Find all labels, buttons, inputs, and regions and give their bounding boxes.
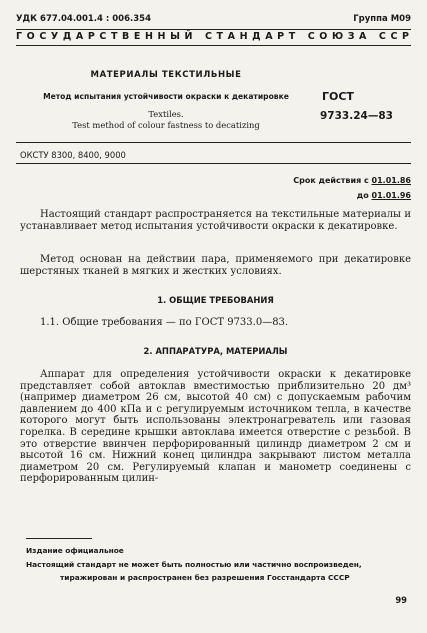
validity-from-date: 01.01.86 [371, 176, 411, 185]
header-rule-top [16, 29, 411, 30]
page-number: 99 [395, 595, 407, 605]
validity-to-date: 01.01.96 [371, 191, 411, 200]
okstu-codes: ОКСТУ 8300, 8400, 9000 [20, 150, 126, 160]
gost-label: ГОСТ [322, 90, 354, 103]
udk-code: УДК 677.04.001.4 : 006.354 [16, 14, 151, 24]
gost-number: 9733.24—83 [320, 110, 393, 122]
english-title-line2: Test method of colour fastness to decatizing [72, 120, 260, 130]
method-paragraph: Метод основан на действии пара, применяемого при декатировке шерстяных тканей в мягких и жестких условиях. [20, 254, 411, 277]
english-title-line1: Textiles. [148, 109, 184, 119]
document-title: МАТЕРИАЛЫ ТЕКСТИЛЬНЫЕ [90, 70, 242, 80]
validity-from: Срок действия с 01.01.86 [293, 176, 411, 185]
intro-paragraph: Настоящий стандарт распространяется на текстильные материалы и устанавливает метод испытания устойчивости окраски к декатировке. [20, 209, 411, 232]
group-code: Группа М09 [353, 14, 411, 24]
okstu-rule [16, 163, 411, 164]
state-standard-banner: ГОСУДАРСТВЕННЫЙ СТАНДАРТ СОЮЗА ССР [16, 31, 414, 42]
reproduction-notice-line1: Настоящий стандарт не может быть полностью или частично воспроизведен, [26, 560, 362, 569]
footnote-rule [26, 538, 92, 539]
validity-to: до 01.01.96 [356, 191, 411, 200]
section-2-text: Аппарат для определения устойчивости окраски к декатировке представляет собой автоклав вместимостью приблизительно 20 дм³ (например диаметром 26 см, высотой 40 см) с допускаемым рабочим давлением до 400 кПа и с регулируемым источником тепла, в качестве которого могут быть использованы электронагреватель или газовая горелка. В середине крышки автоклава имеется отверстие с резьбой. В это отверстие ввинчен перфорированный цилиндр диаметром 2 см и высотой 16 см. Нижний конец цилиндра закрывают листом металла диаметром 20 см. Регулируемый клапан и манометр соединены с перфорированным цилин- [20, 369, 411, 485]
section-1-heading: 1. ОБЩИЕ ТРЕБОВАНИЯ [157, 295, 274, 305]
title-rule [16, 142, 411, 143]
section-2-heading: 2. АППАРАТУРА, МАТЕРИАЛЫ [143, 346, 288, 356]
document-subtitle: Метод испытания устойчивости окраски к декатировке [43, 92, 289, 101]
official-edition: Издание официальное [26, 546, 124, 555]
section-1-text: 1.1. Общие требования — по ГОСТ 9733.0—83. [40, 317, 289, 328]
reproduction-notice-line2: тиражирован и распространен без разрешения Госстандарта СССР [60, 573, 350, 582]
header-rule-bottom [16, 45, 411, 46]
